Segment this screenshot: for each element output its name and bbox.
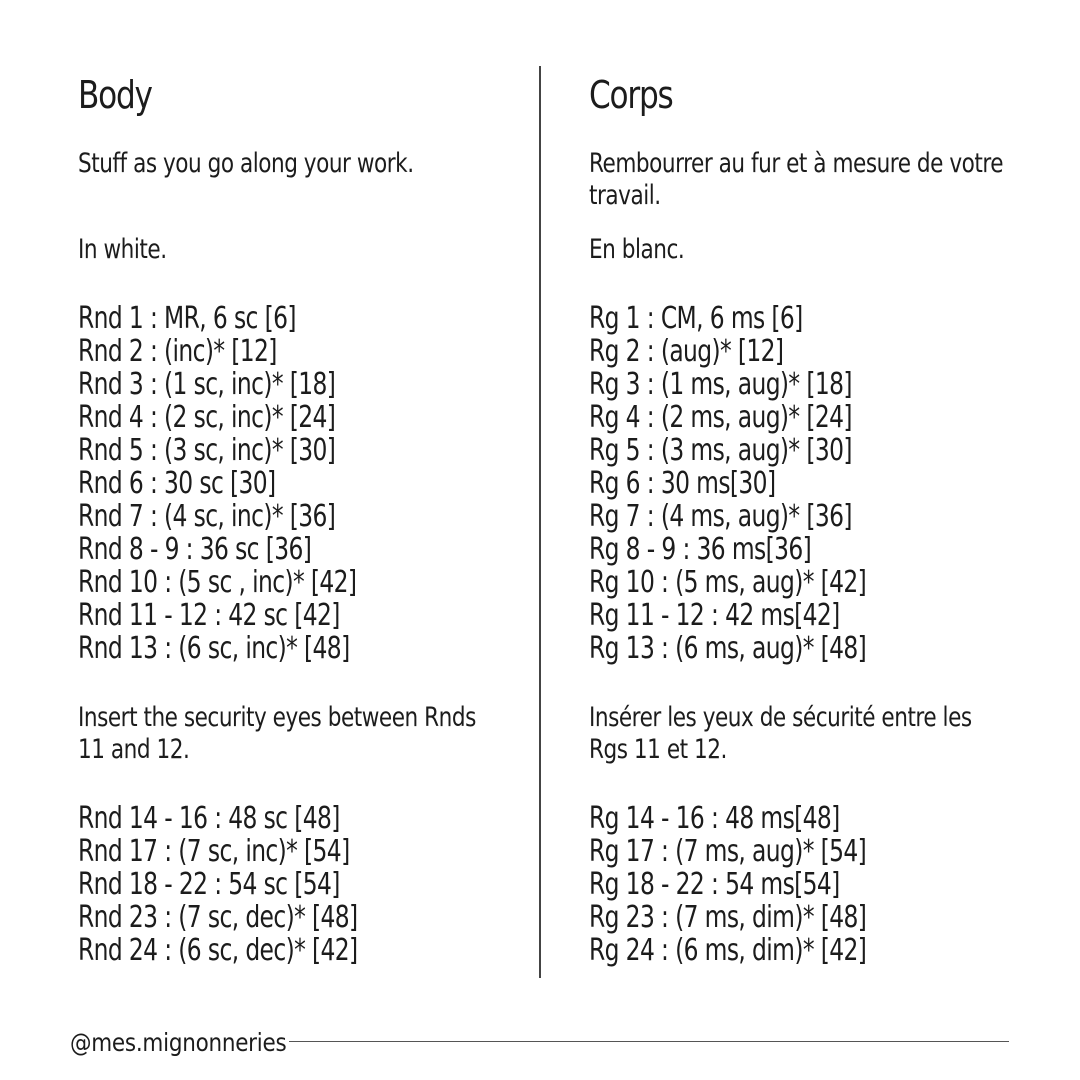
body-column-english <box>78 66 503 967</box>
round-line: Rg 8 - 9 : 36 ms[36] <box>589 532 812 567</box>
column-title: Body <box>78 73 152 117</box>
round-line: Rnd 4 : (2 sc, inc)* [24] <box>78 400 336 435</box>
round-line: Rnd 13 : (6 sc, inc)* [48] <box>78 631 350 666</box>
round-line: Rg 2 : (aug)* [12] <box>589 334 784 369</box>
round-line: Rg 7 : (4 ms, aug)* [36] <box>589 499 852 534</box>
round-line: Rg 5 : (3 ms, aug)* [30] <box>589 433 852 468</box>
eyes-note: Insérer les yeux de sécurité entre les Rgs 11 et 12. <box>589 702 972 765</box>
round-list <box>589 802 1014 967</box>
round-list <box>78 302 503 665</box>
round-line: Rnd 18 - 22 : 54 sc [54] <box>78 867 340 902</box>
eyes-note: Insert the security eyes between Rnds 11 and 12. <box>78 702 476 765</box>
round-line: Rg 24 : (6 ms, dim)* [42] <box>589 933 867 968</box>
spacer <box>78 266 503 302</box>
round-line: Rnd 10 : (5 sc , inc)* [42] <box>78 565 357 600</box>
spacer <box>78 180 503 234</box>
instagram-handle: @mes.mignonneries <box>70 1028 287 1057</box>
round-list <box>78 802 503 967</box>
round-line: Rnd 7 : (4 sc, inc)* [36] <box>78 499 336 534</box>
round-line: Rg 1 : CM, 6 ms [6] <box>589 301 803 336</box>
round-line: Rg 4 : (2 ms, aug)* [24] <box>589 400 852 435</box>
round-line: Rnd 3 : (1 sc, inc)* [18] <box>78 367 336 402</box>
body-column-french <box>589 66 1014 967</box>
intro-text: Rembourrer au fur et à mesure de votre travail. <box>589 148 1004 211</box>
round-line: Rnd 14 - 16 : 48 sc [48] <box>78 801 340 836</box>
round-line: Rnd 24 : (6 sc, dec)* [42] <box>78 933 358 968</box>
round-line: Rg 6 : 30 ms[30] <box>589 466 776 501</box>
round-line: Rnd 1 : MR, 6 sc [6] <box>78 301 296 336</box>
column-divider <box>539 66 541 978</box>
round-line: Rnd 11 - 12 : 42 sc [42] <box>78 598 340 633</box>
spacer <box>78 665 503 702</box>
round-line: Rg 18 - 22 : 54 ms[54] <box>589 867 840 902</box>
color-note: In white. <box>78 234 167 265</box>
color-note: En blanc. <box>589 234 685 265</box>
round-line: Rnd 8 - 9 : 36 sc [36] <box>78 532 312 567</box>
spacer <box>589 266 1014 302</box>
round-line: Rnd 6 : 30 sc [30] <box>78 466 276 501</box>
round-line: Rg 23 : (7 ms, dim)* [48] <box>589 900 867 935</box>
round-line: Rg 11 - 12 : 42 ms[42] <box>589 598 840 633</box>
footer-rule <box>289 1041 1009 1042</box>
spacer <box>589 766 1014 802</box>
round-line: Rg 14 - 16 : 48 ms[48] <box>589 801 840 836</box>
round-line: Rnd 5 : (3 sc, inc)* [30] <box>78 433 336 468</box>
round-line: Rnd 2 : (inc)* [12] <box>78 334 277 369</box>
spacer <box>589 212 1014 234</box>
round-line: Rg 10 : (5 ms, aug)* [42] <box>589 565 867 600</box>
spacer <box>78 766 503 802</box>
round-line: Rg 13 : (6 ms, aug)* [48] <box>589 631 867 666</box>
round-line: Rnd 23 : (7 sc, dec)* [48] <box>78 900 358 935</box>
round-line: Rg 17 : (7 ms, aug)* [54] <box>589 834 867 869</box>
round-list <box>589 302 1014 665</box>
round-line: Rnd 17 : (7 sc, inc)* [54] <box>78 834 350 869</box>
intro-text: Stuff as you go along your work. <box>78 148 414 179</box>
round-line: Rg 3 : (1 ms, aug)* [18] <box>589 367 852 402</box>
spacer <box>589 665 1014 702</box>
column-title: Corps <box>589 73 673 117</box>
